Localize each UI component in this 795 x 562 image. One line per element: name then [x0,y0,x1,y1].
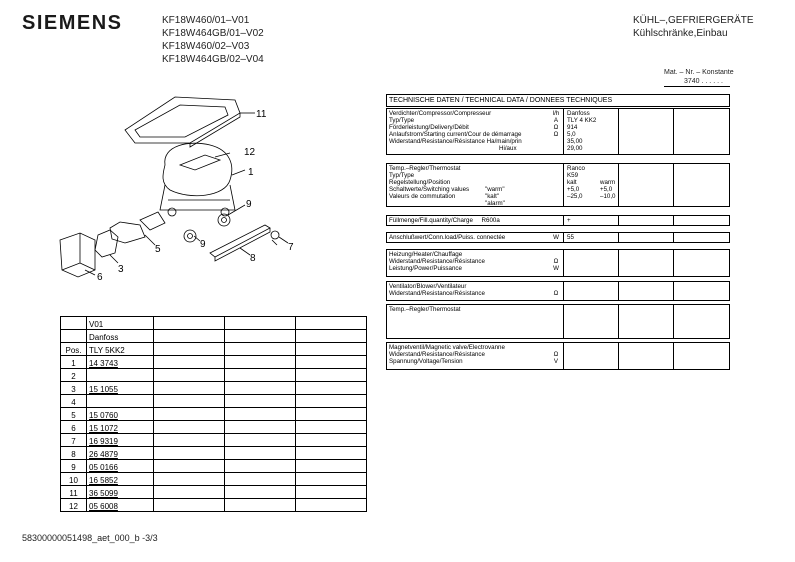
callout-9: 9 [246,199,252,210]
document-id: 58300000051498_aet_000_b -3/3 [22,533,158,543]
mat-nr-label: Mat. – Nr. – Konstante [664,69,734,76]
callout-12: 12 [244,147,256,158]
model-list [162,14,264,66]
category-line: Kühlschränke,Einbau [633,28,728,39]
tech-title: TECHNISCHE DATEN / TECHNICAL DATA / DONNEES TECHNIQUES [386,94,730,107]
model-line: KF18W460/01–V01 [162,15,250,26]
callout-9b: 9 [200,239,206,250]
brand-logo: SIEMENS [22,12,123,34]
category-line: KÜHL–,GEFRIERGERÄTE [633,15,754,26]
table-row: 6 15 1072 [61,421,367,434]
pos-header: Pos. [61,343,87,356]
callout-1: 1 [248,167,254,178]
technical-data-table [386,94,730,365]
callout-7: 7 [288,242,294,253]
callout-6: 6 [97,272,103,283]
table-row: 2 [61,369,367,382]
heater-block: Heizung/Heater/Chauffage Widerstand/Resistance/Résistance Leistung/Power/Puissance Ω W [386,249,730,277]
thermostat2-block: Temp.–Regler/Thermostat [386,304,730,339]
parts-brand: Danfoss [87,330,154,343]
exploded-view-diagram [40,85,310,290]
callout-11: 11 [256,109,267,120]
table-row: 11 36 5099 [61,486,367,499]
valve-block: Magnetventil/Magnetic valve/Electrovanne Widerstand/Resistance/Résistance Spannung/Voltage/Tension Ω V [386,342,730,370]
callout-5: 5 [155,244,161,255]
table-row: 1 14 3743 [61,356,367,369]
divider [664,86,730,87]
refrigerant-row: Füllmenge/Fill.quantity/Charge R600a + [386,215,730,226]
table-row: 4 [61,395,367,408]
table-row: 9 05 0166 [61,460,367,473]
mat-nr: Mat. – Nr. – Konstante 3740 . . . . . . [664,69,734,85]
category [633,14,754,40]
table-row: 3 15 1055 [61,382,367,395]
callout-3: 3 [118,264,124,275]
table-row: 10 16 5852 [61,473,367,486]
table-row: 5 15 0760 [61,408,367,421]
model-line: KF18W460/02–V03 [162,41,250,52]
power-row: Anschlußwert/Conn.load/Puiss. connectée W 55 [386,232,730,243]
table-row: 7 16 9319 [61,434,367,447]
model-line: KF18W464GB/02–V04 [162,54,264,65]
callout-8: 8 [250,253,256,264]
table-row: 12 05 6008 [61,499,367,512]
parts-table [60,316,367,512]
table-row: 8 26 4879 [61,447,367,460]
parts-version: V01 [87,317,154,330]
mat-nr-value: 3740 [684,78,700,85]
thermostat-block: Temp.–Regler/Thermostat Typ/Type Regelstellung/Position Schaltwerte/Switching values Valeurs de commutation "warm" "kalt" "alarm" Ranco K59 kalt +5,0 –25,0 warm +5,0 –10,0 [386,163,730,207]
compressor-block: Verdichter/Compressor/Compresseur Typ/Type Förderleistung/Delivery/Débit Anlaufstrom/Starting current/Cour de démarrage Widerstand/Resistance/Résistance Ha/main/prin Hi/aux l/h A Ω Ω Danfoss TLY 4 KK2 914 5,0 35,00 29,00 [386,108,730,155]
model-line: KF18W464GB/01–V02 [162,28,264,39]
fan-block: Ventilator/Blower/Ventilateur Widerstand/Resistance/Résistance Ω [386,281,730,301]
parts-model: TLY 5KK2 [87,343,154,356]
